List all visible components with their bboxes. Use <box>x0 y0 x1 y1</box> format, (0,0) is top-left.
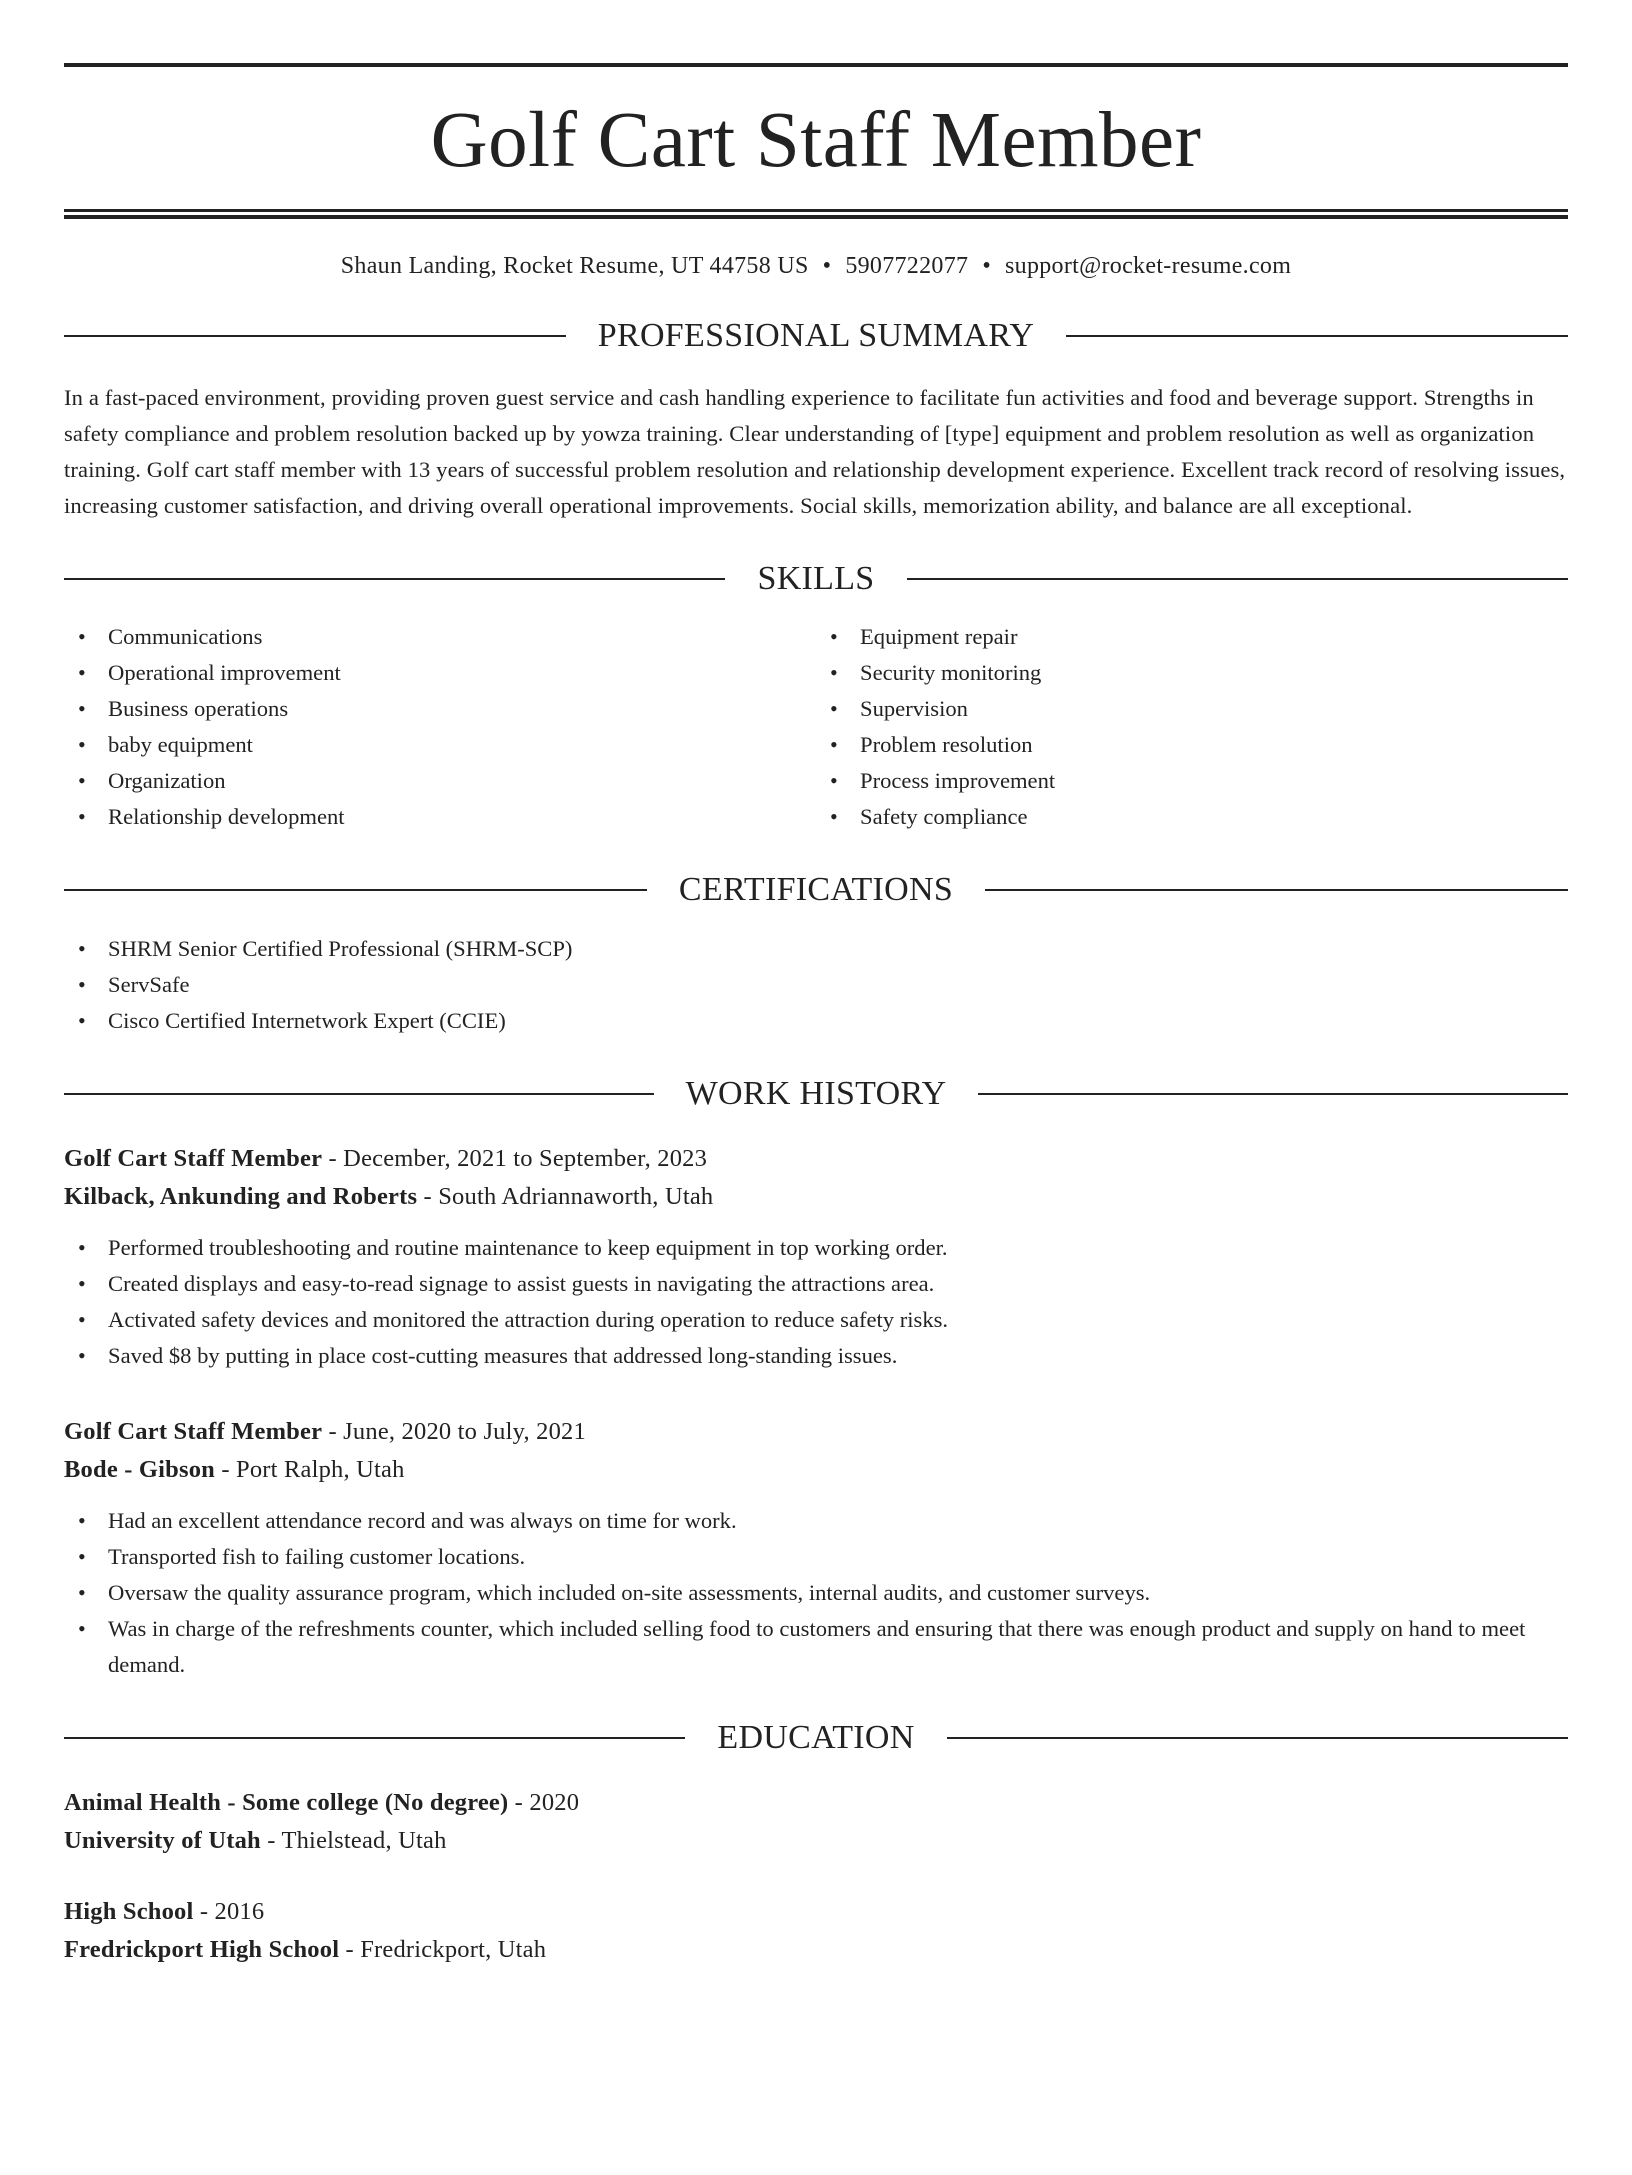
job-title-line <box>64 1140 1568 1178</box>
contact-separator: • <box>822 253 832 279</box>
job-bullet: • Saved $8 by putting in place cost-cutting measures that addressed long-standing issues. <box>64 1338 1568 1374</box>
job-location: - South Adriannaworth, Utah <box>417 1182 714 1210</box>
job-bullets <box>64 1503 1568 1683</box>
section-title: EDUCATION <box>717 1718 915 1756</box>
skill-item: • Communications <box>64 619 816 655</box>
job-title: Golf Cart Staff Member <box>64 1144 323 1172</box>
job-company: Kilback, Ankunding and Roberts <box>64 1182 418 1210</box>
section-heading-skills <box>64 559 1568 597</box>
heading-rule <box>64 889 647 891</box>
job-dates: - June, 2020 to July, 2021 <box>322 1417 586 1445</box>
section-heading-summary <box>64 316 1568 354</box>
skill-item: • Problem resolution <box>816 727 1568 763</box>
education-entry <box>64 1784 1568 1860</box>
job-bullet: • Performed troubleshooting and routine maintenance to keep equipment in top working order. <box>64 1230 1568 1266</box>
job-company-line <box>64 1178 1568 1216</box>
heading-rule <box>985 889 1568 891</box>
top-rule <box>64 63 1568 67</box>
skills-list-right <box>816 619 1568 835</box>
job-dates: - December, 2021 to September, 2023 <box>322 1144 708 1172</box>
education-year: - 2016 <box>193 1897 265 1925</box>
heading-rule <box>907 578 1568 580</box>
title-double-rule <box>64 209 1568 219</box>
skill-item: • Relationship development <box>64 799 816 835</box>
job-entry <box>64 1140 1568 1374</box>
skill-item: • Business operations <box>64 691 816 727</box>
job-bullet: • Was in charge of the refreshments counter, which included selling food to customers and ensuring that there was enough product and supply on hand to meet demand. <box>64 1611 1568 1683</box>
job-location: - Port Ralph, Utah <box>215 1455 405 1483</box>
skill-item: • Equipment repair <box>816 619 1568 655</box>
certifications-list <box>64 931 1568 1039</box>
education-degree: Animal Health - Some college (No degree) <box>64 1788 509 1816</box>
contact-phone: 5907722077 <box>845 253 969 279</box>
education-degree-line <box>64 1893 1568 1931</box>
resume-title: Golf Cart Staff Member <box>430 97 1202 184</box>
job-bullet: • Oversaw the quality assurance program, which included on-site assessments, internal audits, and customer surveys. <box>64 1575 1568 1611</box>
education-location: - Thielstead, Utah <box>260 1826 447 1854</box>
contact-line <box>64 252 1568 281</box>
education-school-line <box>64 1931 1568 1969</box>
skill-item: • Safety compliance <box>816 799 1568 835</box>
certification-item: • SHRM Senior Certified Professional (SHRM-SCP) <box>64 931 1568 967</box>
job-title: Golf Cart Staff Member <box>64 1417 323 1445</box>
heading-rule <box>64 1093 654 1095</box>
education-degree-line <box>64 1784 1568 1822</box>
education-location: - Fredrickport, Utah <box>339 1935 547 1963</box>
education-school: University of Utah <box>64 1826 261 1854</box>
job-title-line <box>64 1413 1568 1451</box>
job-bullets <box>64 1230 1568 1374</box>
skill-item: • Supervision <box>816 691 1568 727</box>
education-school: Fredrickport High School <box>64 1935 340 1963</box>
section-title: WORK HISTORY <box>685 1074 947 1112</box>
education-school-line <box>64 1822 1568 1860</box>
certification-item: • ServSafe <box>64 967 1568 1003</box>
section-heading-education <box>64 1718 1568 1756</box>
skill-item: • Security monitoring <box>816 655 1568 691</box>
heading-rule <box>947 1737 1568 1739</box>
education-year: - 2020 <box>508 1788 580 1816</box>
job-bullet: • Transported fish to failing customer locations. <box>64 1539 1568 1575</box>
section-title: SKILLS <box>757 559 875 597</box>
section-heading-work-history <box>64 1074 1568 1112</box>
heading-rule <box>64 1737 685 1739</box>
skill-item: • Organization <box>64 763 816 799</box>
contact-separator: • <box>982 253 992 279</box>
job-company: Bode - Gibson <box>64 1455 215 1483</box>
section-title: PROFESSIONAL SUMMARY <box>597 316 1035 354</box>
heading-rule <box>64 578 725 580</box>
section-title: CERTIFICATIONS <box>678 870 954 908</box>
heading-rule <box>1066 335 1568 337</box>
skill-item: • Process improvement <box>816 763 1568 799</box>
heading-rule <box>978 1093 1568 1095</box>
contact-address: Shaun Landing, Rocket Resume, UT 44758 US <box>340 253 809 279</box>
job-company-line <box>64 1451 1568 1489</box>
resume-page <box>0 63 1632 2175</box>
job-bullet: • Created displays and easy-to-read signage to assist guests in navigating the attractions area. <box>64 1266 1568 1302</box>
section-heading-certifications <box>64 870 1568 908</box>
skills-columns <box>64 619 1568 835</box>
skill-item: • baby equipment <box>64 727 816 763</box>
education-degree: High School <box>64 1897 194 1925</box>
education-entry <box>64 1893 1568 1969</box>
summary-text: In a fast-paced environment, providing proven guest service and cash handling experience to facilitate fun activities and food and beverage support. Strengths in safety compliance and problem resolution backed up by yowza training. Clear understanding of [type] equipment and problem resolution as well as organization training. Golf cart staff member with 13 years of successful problem resolution and relationship development experience. Excellent track record of resolving issues, increasing customer satisfaction, and driving overall operational improvements. Social skills, memorization ability, and balance are all exceptional. <box>64 384 1566 518</box>
job-entry <box>64 1413 1568 1683</box>
job-bullet: • Activated safety devices and monitored the attraction during operation to reduce safety risks. <box>64 1302 1568 1338</box>
skills-list-left <box>64 619 816 835</box>
skill-item: • Operational improvement <box>64 655 816 691</box>
job-bullet: • Had an excellent attendance record and was always on time for work. <box>64 1503 1568 1539</box>
certification-item: • Cisco Certified Internetwork Expert (CCIE) <box>64 1003 1568 1039</box>
heading-rule <box>64 335 566 337</box>
contact-email: support@rocket-resume.com <box>1005 253 1292 279</box>
